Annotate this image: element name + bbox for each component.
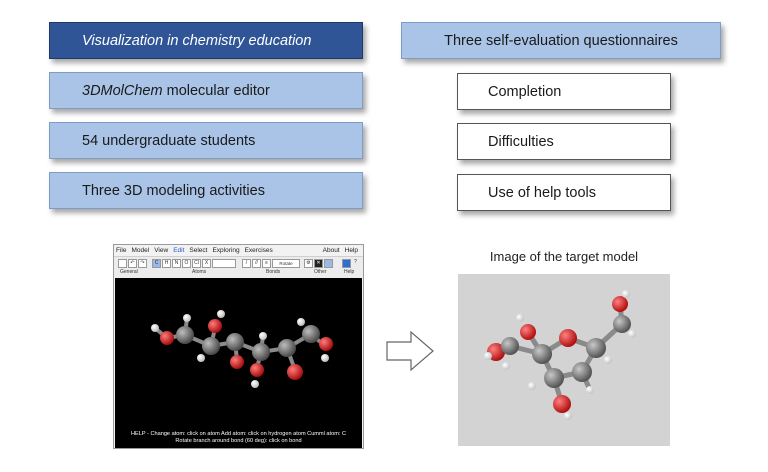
atom-button-c[interactable]: C (152, 259, 161, 268)
menu-select[interactable]: Select (189, 247, 208, 254)
right-arrow-icon (385, 330, 437, 372)
menu-model[interactable]: Model (131, 247, 150, 254)
questionnaire-difficulties (457, 123, 671, 160)
atom-button-o[interactable]: O (182, 259, 191, 268)
atom-button-cl[interactable]: Cl (192, 259, 201, 268)
toolbar (114, 256, 363, 278)
menu-exploring[interactable]: Exploring (212, 247, 240, 254)
settings-icon[interactable]: ⚙ (304, 259, 313, 268)
editor-box (49, 72, 363, 109)
editor-molecule-model (115, 278, 362, 448)
menu-file[interactable]: File (116, 247, 127, 254)
questionnaires-header-text: Three self-evaluation questionnaires (444, 32, 678, 49)
help-line-2: Rotate branch around bond (60 deg): click on bond (175, 438, 302, 444)
redo-icon[interactable]: ↷ (138, 259, 147, 268)
help-checkbox[interactable] (342, 259, 351, 268)
menu-bar (114, 245, 363, 256)
questionnaire-item-label: Completion (488, 83, 562, 100)
group-atoms: Atoms (192, 269, 207, 275)
topic-text: Visualization in chemistry education (82, 32, 312, 49)
target-model-image (458, 274, 670, 446)
menu-about[interactable]: About (322, 247, 340, 254)
crossing-tool-icon[interactable]: ✕ (314, 259, 323, 268)
questionnaire-item-label: Use of help tools (488, 184, 597, 201)
menu-view[interactable]: View (154, 247, 169, 254)
help-line-1: HELP - Change atom: click on atom Add atom: click on hydrogen atom Cumml atom: C (130, 431, 347, 437)
atom-button-n[interactable]: N (172, 259, 181, 268)
target-caption: Image of the target model (489, 249, 639, 264)
atom-button-h[interactable]: H (162, 259, 171, 268)
menu-help[interactable]: Help (344, 247, 358, 254)
group-bonds: Bonds (266, 269, 281, 275)
questionnaires-header (401, 22, 721, 59)
questionnaire-help-tools (457, 174, 671, 211)
editor-help-text (115, 431, 362, 445)
menu-edit[interactable]: Edit (173, 247, 185, 254)
single-bond-icon[interactable]: / (242, 259, 251, 268)
group-general: General (120, 269, 138, 275)
activities-text: Three 3D modeling activities (82, 182, 265, 199)
editor-name: 3DMolChem (82, 82, 163, 99)
questionnaire-completion (457, 73, 671, 110)
molecule-viewer[interactable] (115, 278, 362, 448)
triple-bond-icon[interactable]: ≡ (262, 259, 271, 268)
molecular-editor-window (113, 244, 364, 449)
atom-select[interactable] (212, 259, 236, 268)
view-icon[interactable] (324, 259, 333, 268)
double-bond-icon[interactable]: // (252, 259, 261, 268)
target-molecule-model (458, 274, 670, 446)
new-file-icon[interactable] (118, 259, 127, 268)
menu-exercises[interactable]: Exercises (244, 247, 273, 254)
editor-label: molecular editor (162, 82, 270, 99)
rotate-select[interactable]: Rotate (272, 259, 300, 268)
group-other: Other (314, 269, 327, 275)
help-question-icon[interactable]: ? (354, 259, 357, 265)
questionnaire-item-label: Difficulties (488, 133, 554, 150)
undo-icon[interactable]: ↶ (128, 259, 137, 268)
students-box (49, 122, 363, 159)
topic-box (49, 22, 363, 59)
students-text: 54 undergraduate students (82, 132, 256, 149)
activities-box (49, 172, 363, 209)
group-help: Help (344, 269, 355, 275)
atom-button-x[interactable]: X (202, 259, 211, 268)
